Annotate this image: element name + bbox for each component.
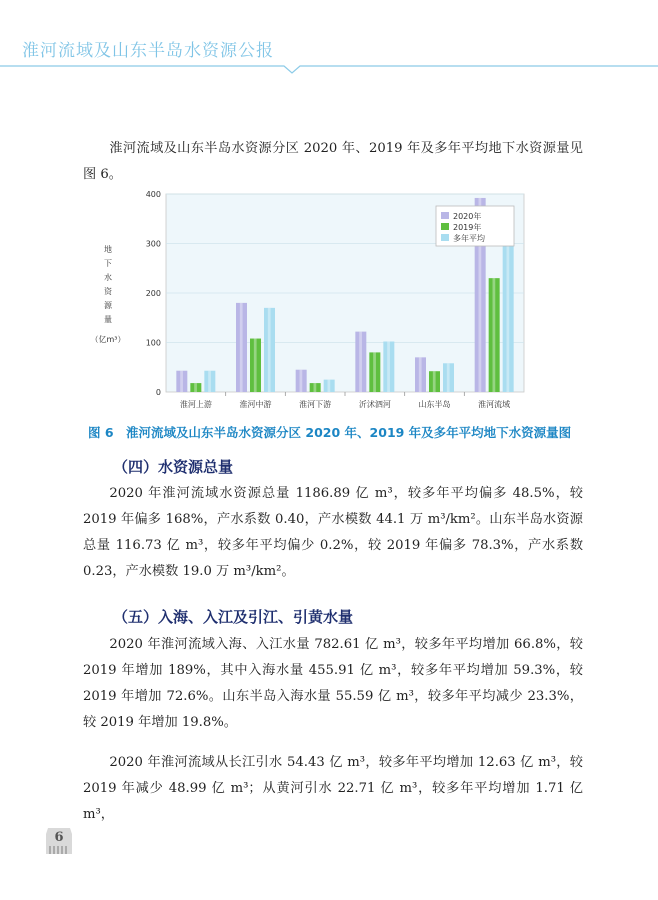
section-paragraph-inflow: 2020 年淮河流域入海、入江水量 782.61 亿 m³，较多年平均增加 66.8%，较 2019 年增加 189%，其中入海水量 455.91 亿 m³，较多年平均增加 59.3%，较 2019 年增加 72.6%。山东半岛入海水量 55.59 亿 m³，较多年平均减少 23.3%，较 2019 年增加 19.8%。 [83, 637, 583, 730]
intro-paragraph: 淮河流域及山东半岛水资源分区 2020 年、2019 年及多年平均地下水资源量见图 6。 [83, 141, 583, 182]
y-tick-label: 0 [155, 388, 161, 397]
bar-highlight [268, 308, 271, 392]
x-tick-label: 山东半岛 [418, 400, 451, 409]
legend-swatch [441, 234, 449, 241]
bar-highlight [240, 303, 243, 392]
legend-label: 多年平均 [453, 234, 485, 243]
x-tick-label: 淮河上游 [179, 400, 212, 409]
bar-highlight [359, 332, 362, 392]
y-tick-label: 300 [145, 239, 161, 249]
bar-highlight [328, 380, 331, 392]
y-tick-label: 400 [145, 190, 161, 199]
figure-caption: 图 6 淮河流域及山东半岛水资源分区 2020 年、2019 年及多年平均地下水资源量图 [88, 425, 572, 440]
y-axis-label: 资 [104, 287, 112, 296]
bar-highlight [254, 339, 257, 392]
section-title-total-water: （四）水资源总量 [113, 458, 234, 476]
x-tick-label: 淮河流域 [478, 400, 511, 409]
y-tick-label: 100 [145, 338, 161, 348]
bar-highlight [194, 383, 197, 392]
bar-highlight [507, 224, 510, 392]
bar-highlight [300, 370, 303, 392]
bar-highlight [180, 371, 183, 392]
y-tick-label: 200 [145, 289, 161, 298]
groundwater-bar-chart [88, 188, 538, 416]
bar-highlight [419, 357, 422, 392]
y-axis-label: 量 [104, 315, 112, 324]
header-title: 淮河流域及山东半岛水资源公报 [22, 41, 274, 61]
bar-highlight [447, 363, 450, 392]
legend-label: 2020年 [453, 212, 482, 221]
page-number-badge [44, 826, 74, 860]
page-number: 6 [54, 830, 64, 845]
x-tick-label: 淮河中游 [239, 400, 272, 409]
x-tick-label: 沂沭泗河 [358, 400, 391, 409]
y-axis-label: 下 [104, 259, 112, 268]
section-title-inflow: （五）入海、入江及引江、引黄水量 [113, 608, 354, 626]
bar-highlight [433, 371, 436, 392]
section-paragraph-total-water: 2020 年淮河流域水资源总量 1186.89 亿 m³，较多年平均偏多 48.5%，较 2019 年偏多 168%，产水系数 0.40，产水模数 44.1 万 m³/km²。山东半岛水资源总量 116.73 亿 m³，较多年平均偏少 0.2%，较 2019 年偏多 78.3%，产水系数 0.23，产水模数 19.0 万 m³/km²。 [83, 486, 583, 579]
legend-swatch [441, 212, 449, 219]
bar-highlight [373, 352, 376, 392]
bar-highlight [314, 383, 317, 392]
bar-highlight [208, 371, 211, 392]
bar-highlight [387, 342, 390, 392]
legend-label: 2019年 [453, 223, 482, 232]
y-axis-label: （亿m³） [90, 335, 126, 344]
section-paragraph-diversion: 2020 年淮河流域从长江引水 54.43 亿 m³，较多年平均增加 12.63 亿 m³，较 2019 年减少 48.99 亿 m³；从黄河引水 22.71 亿 m³，较多年平均增加 1.71 亿 m³， [83, 755, 583, 822]
bar-highlight [493, 278, 496, 392]
y-axis-label: 源 [104, 301, 112, 310]
y-axis-label: 水 [104, 273, 112, 282]
y-axis-label: 地 [104, 245, 112, 254]
legend-swatch [441, 223, 449, 230]
x-tick-label: 淮河下游 [299, 400, 332, 409]
